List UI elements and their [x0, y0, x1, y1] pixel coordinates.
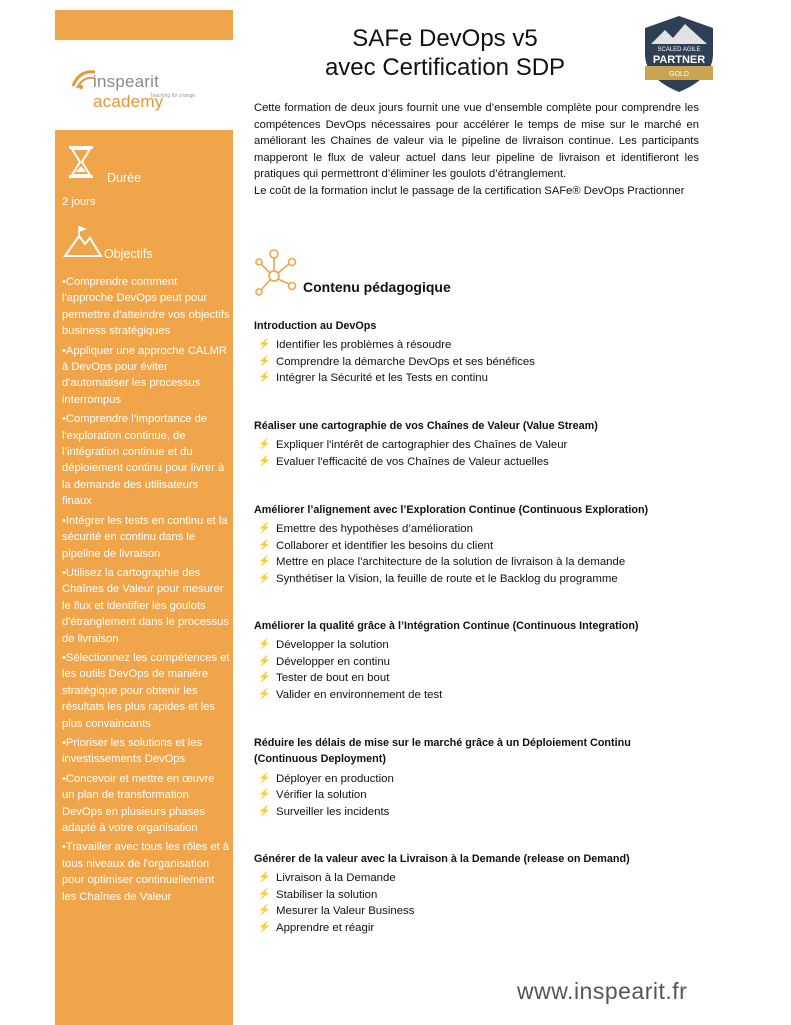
list-item — [256, 654, 704, 670]
intro-text — [254, 100, 699, 200]
section-title: Réaliser une cartographie de vos Chaînes de Valeur (Value Stream) — [254, 420, 598, 432]
objectif-item: •Travailler avec tous les rôles et à tous niveaux de l'organisation pour optimiser continuellement les Chaînes de Valeur — [62, 841, 230, 903]
section-introduction-devops — [254, 318, 704, 387]
mountain-flag-icon — [63, 224, 103, 258]
bolt-bullet-icon: ⚡ — [258, 639, 271, 651]
logo-name-part1: inspearit — [93, 72, 160, 91]
list-item-text: Identifier les problèmes à résoudre — [276, 339, 452, 352]
title-line-2: avec Certification SDP — [324, 54, 566, 81]
section-continuous-exploration — [254, 502, 704, 587]
objectif-item: •Utilisez la cartographie des Chaînes de Valeur pour mesurer le flux et identifier les goulots d'étranglement dans le processus de livraison — [62, 566, 229, 645]
logo-tagline: Teaching for change — [150, 93, 196, 99]
duree-value: 2 jours — [62, 196, 96, 208]
objectifs-label: Objectifs — [104, 247, 153, 261]
contenu-pedagogique-title: Contenu pédagogique — [303, 279, 451, 295]
bolt-bullet-icon: ⚡ — [258, 789, 271, 801]
list-item-text: Stabiliser la solution — [276, 888, 378, 901]
section-title: Introduction au DevOps — [254, 320, 377, 332]
section-continuous-deployment — [254, 735, 674, 820]
section-items — [254, 337, 704, 386]
list-item — [256, 370, 704, 386]
list-item-text: Tester de bout en bout — [276, 672, 390, 685]
objectif-item: •Sélectionnez les compétences et les outils DevOps de manière stratégique pour obtenir les résultats les plus rapides et les plus convaincants — [62, 651, 230, 730]
bolt-bullet-icon: ⚡ — [258, 805, 271, 817]
objectif-item: •Intégrer les tests en continu et la sécurité en continu dans le pipeline de livraison — [62, 514, 228, 560]
list-item — [256, 920, 704, 936]
list-item — [256, 554, 704, 570]
list-item — [256, 437, 704, 453]
list-item — [256, 538, 704, 554]
list-item-text: Apprendre et réagir — [276, 921, 375, 934]
section-title: Améliorer l’alignement avec l’Exploration Continue (Continuous Exploration) — [254, 504, 649, 516]
section-items — [254, 771, 674, 820]
page-title — [300, 24, 590, 82]
bolt-bullet-icon: ⚡ — [258, 523, 271, 535]
bolt-bullet-icon: ⚡ — [258, 572, 271, 584]
list-item-text: Synthétiser la Vision, la feuille de route et le Backlog du programme — [276, 572, 618, 585]
list-item-text: Intégrer la Sécurité et les Tests en continu — [276, 372, 488, 385]
sidebar — [55, 130, 233, 1025]
section-items — [254, 521, 704, 587]
section-release-on-demand — [254, 851, 704, 936]
list-item-text: Déployer en production — [276, 772, 394, 785]
sidebar-top-strip — [55, 10, 233, 40]
list-item-text: Valider en environnement de test — [276, 688, 443, 701]
list-item-text: Développer la solution — [276, 639, 389, 652]
website-url: www.inspearit.fr — [517, 978, 688, 1004]
list-item — [256, 571, 704, 587]
bolt-bullet-icon: ⚡ — [258, 888, 271, 900]
list-item-text: Développer en continu — [276, 655, 390, 668]
list-item — [256, 771, 674, 787]
bolt-bullet-icon: ⚡ — [258, 772, 271, 784]
logo-wordmark — [93, 72, 233, 112]
bolt-bullet-icon: ⚡ — [258, 905, 271, 917]
list-item — [256, 787, 674, 803]
intro-paragraph-2: Le coût de la formation inclut le passage de la certification SAFe® DevOps Practionner — [254, 184, 685, 197]
duree-label: Durée — [107, 171, 142, 185]
list-item — [256, 521, 704, 537]
list-item-text: Emettre des hypothèses d’amélioration — [276, 523, 473, 536]
list-item — [256, 687, 704, 703]
section-value-stream — [254, 418, 704, 470]
list-item-text: Comprendre la démarche DevOps et ses bénéfices — [276, 355, 535, 368]
bolt-bullet-icon: ⚡ — [258, 355, 271, 367]
list-item-text: Expliquer l'intérêt de cartographier des Chaînes de Valeur — [276, 439, 568, 452]
objectif-item: •Comprendre comment l'approche DevOps peut pour permettre d'atteindre vos objectifs business stratégiques — [62, 276, 230, 338]
badge-line-3: GOLD — [669, 71, 689, 78]
bolt-bullet-icon: ⚡ — [258, 539, 271, 551]
section-title: Réduire les délais de mise sur le marché grâce à un Déploiement Continu (Continuous Deployment) — [254, 737, 631, 766]
bolt-bullet-icon: ⚡ — [258, 655, 271, 667]
list-item — [256, 670, 704, 686]
list-item — [256, 870, 704, 886]
hourglass-icon — [66, 144, 96, 180]
list-item-text: Evaluer l'efficacité de vos Chaînes de Valeur actuelles — [276, 455, 549, 468]
bolt-bullet-icon: ⚡ — [258, 921, 271, 933]
logo-name-part2: academy — [93, 92, 164, 111]
intro-paragraph-1: Cette formation de deux jours fournit une vue d’ensemble complète pour comprendre les compétences DevOps nécessaires pour accélérer le temps de mise sur le marché en améliorant les Chaines de valeur via le pipeline de livraison continue. Les participants mapperont le flux de valeur actuel dans leur pipeline de livraison et identifieront les pratiques qui permettront d’éliminer les goulots d’étranglement. — [254, 102, 699, 181]
objectif-item: •Comprendre l’importance de l'exploration continue, de l’intégration continue et du déploiement continu pour livrer à la demande des utilisateurs finaux — [62, 413, 225, 508]
bolt-bullet-icon: ⚡ — [258, 339, 271, 351]
section-items — [254, 870, 704, 936]
inspearit-academy-logo — [55, 60, 233, 111]
list-item-text: Mesurer la Valeur Business — [276, 905, 415, 918]
section-continuous-integration — [254, 618, 704, 703]
objectif-item: •Appliquer une approche CALMR à DevOps pour éviter d'automatiser les processus interrompus — [62, 344, 227, 406]
title-line-1: SAFe DevOps v5 — [352, 25, 538, 52]
list-item-text: Surveiller les incidents — [276, 805, 390, 818]
network-nodes-icon — [254, 248, 300, 298]
section-items — [254, 437, 704, 470]
list-item — [256, 903, 704, 919]
badge-line-2: PARTNER — [652, 54, 706, 66]
list-item — [256, 804, 674, 820]
objectif-item: •Prioriser les solutions et les investissements DevOps — [62, 736, 203, 766]
bolt-bullet-icon: ⚡ — [258, 372, 271, 384]
objectifs-list — [62, 274, 230, 908]
scaled-agile-partner-badge — [641, 14, 717, 94]
bolt-bullet-icon: ⚡ — [258, 439, 271, 451]
list-item — [256, 454, 704, 470]
list-item — [256, 354, 704, 370]
list-item — [256, 887, 704, 903]
section-title: Générer de la valeur avec la Livraison à la Demande (release on Demand) — [254, 853, 630, 865]
bolt-bullet-icon: ⚡ — [258, 872, 271, 884]
section-items — [254, 637, 704, 703]
list-item-text: Livraison à la Demande — [276, 872, 396, 885]
bolt-bullet-icon: ⚡ — [258, 455, 271, 467]
list-item — [256, 337, 704, 353]
badge-line-1: SCALED AGILE — [657, 47, 701, 53]
bolt-bullet-icon: ⚡ — [258, 556, 271, 568]
section-title: Améliorer la qualité grâce à l’Intégration Continue (Continuous Integration) — [254, 620, 639, 632]
list-item-text: Mettre en place l'architecture de la solution de livraison à la demande — [276, 556, 626, 569]
list-item-text: Collaborer et identifier les besoins du client — [276, 539, 494, 552]
bolt-bullet-icon: ⚡ — [258, 688, 271, 700]
objectif-item: •Concevoir et mettre en œuvre un plan de transformation DevOps en plusieurs phases adapté à votre organisation — [62, 772, 215, 834]
bolt-bullet-icon: ⚡ — [258, 672, 271, 684]
list-item-text: Vérifier la solution — [276, 789, 367, 802]
list-item — [256, 637, 704, 653]
